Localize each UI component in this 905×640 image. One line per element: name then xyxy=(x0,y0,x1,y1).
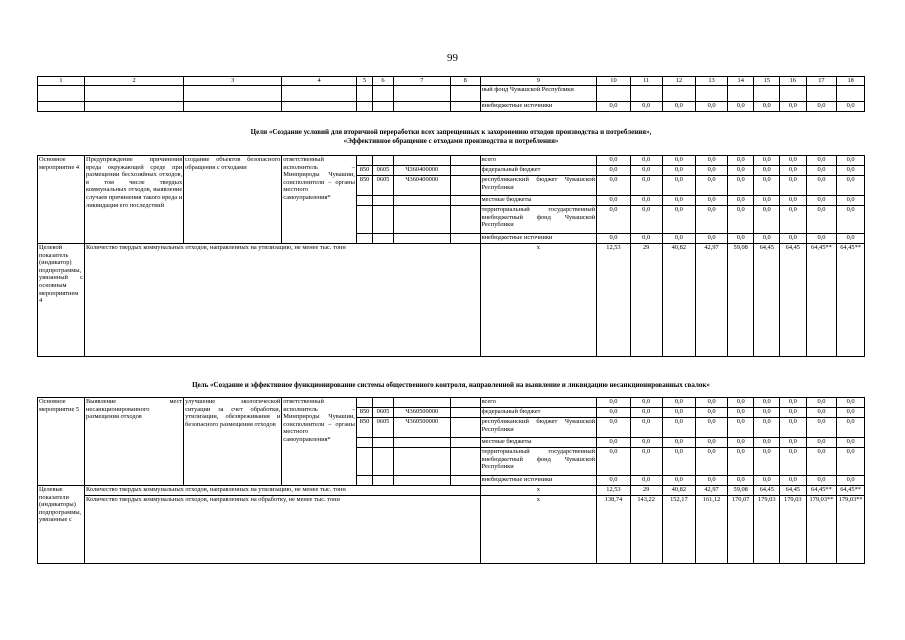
funding-value: 0,0 xyxy=(806,176,837,196)
funding-value: 0,0 xyxy=(806,156,837,166)
budget-code-section xyxy=(373,448,393,476)
funding-value xyxy=(837,85,865,101)
table-row xyxy=(38,156,865,166)
funding-value: 0,0 xyxy=(727,476,754,486)
column-number-8: 8 xyxy=(450,77,480,86)
indicator-value: 152,17 xyxy=(662,496,696,564)
goal5-heading: Цель «Создание и эффективное функционирование системы общественного контроля, направленной на выявление и ликвидацию несанкционированных свалок» xyxy=(192,381,710,389)
table-continuation xyxy=(37,76,865,112)
funding-value xyxy=(696,85,728,101)
funding-value: 0,0 xyxy=(696,408,728,418)
budget-code-section: 0605 xyxy=(373,176,393,196)
funding-value: 0,0 xyxy=(837,438,865,448)
funding-value: 0,0 xyxy=(727,234,754,244)
column-number-5: 5 xyxy=(356,77,372,86)
indicator-label: Целевые показатели (индикаторы) подпрограммы, увязанные с xyxy=(38,486,85,564)
budget-code-grbs xyxy=(356,196,372,206)
budget-code-target: Ч360500000 xyxy=(393,418,450,438)
funding-value: 0,0 xyxy=(780,234,807,244)
funding-value: 0,0 xyxy=(837,156,865,166)
funding-value: 0,0 xyxy=(597,196,631,206)
funding-value: 0,0 xyxy=(780,438,807,448)
funding-value: 0,0 xyxy=(837,234,865,244)
funding-value: 0,0 xyxy=(696,398,728,408)
funding-value: 0,0 xyxy=(780,176,807,196)
event-name: Основное мероприятие 5 xyxy=(38,398,85,486)
funding-value: 0,0 xyxy=(662,206,696,234)
table-cell-empty xyxy=(373,85,393,101)
budget-code-type xyxy=(450,418,480,438)
event-name: Основное мероприятие 4 xyxy=(38,156,85,244)
funding-value: 0,0 xyxy=(837,206,865,234)
goal4-heading-line2: «Эффективное обращение с отходами производства и потребления» xyxy=(343,136,559,145)
column-number-16: 16 xyxy=(780,77,807,86)
funding-value: 0,0 xyxy=(806,206,837,234)
funding-value: 0,0 xyxy=(630,398,662,408)
funding-value: 0,0 xyxy=(597,418,631,438)
funding-value: 0,0 xyxy=(754,398,780,408)
funding-value: 0,0 xyxy=(597,438,631,448)
indicator-x: x xyxy=(480,244,597,357)
column-number-3: 3 xyxy=(184,77,282,86)
funding-value: 0,0 xyxy=(696,156,728,166)
table-cell-empty xyxy=(184,101,282,111)
funding-value xyxy=(727,85,754,101)
table-cell-empty xyxy=(38,101,85,111)
funding-value: 0,0 xyxy=(727,166,754,176)
funding-value: 0,0 xyxy=(597,234,631,244)
budget-code-target xyxy=(393,476,450,486)
funding-value: 0,0 xyxy=(597,476,631,486)
funding-value: 0,0 xyxy=(780,101,807,111)
funding-value: 0,0 xyxy=(837,101,865,111)
indicator-text: Количество твердых коммунальных отходов, направленных на утилизацию, не менее тыс. тонн xyxy=(85,486,481,496)
column-number-7: 7 xyxy=(393,77,450,86)
funding-value: 0,0 xyxy=(837,166,865,176)
funding-value: 0,0 xyxy=(662,156,696,166)
table-cell-empty xyxy=(393,101,450,111)
indicator-value: 40,82 xyxy=(662,486,696,496)
page-number: 99 xyxy=(447,52,458,64)
budget-code-type xyxy=(450,398,480,408)
funding-value: 0,0 xyxy=(597,176,631,196)
indicator-value: 64,45 xyxy=(754,486,780,496)
indicator-value: 179,03** xyxy=(806,496,837,564)
funding-value: 0,0 xyxy=(837,176,865,196)
funding-value: 0,0 xyxy=(662,176,696,196)
indicator-x: x xyxy=(480,496,597,564)
funding-source: внебюджетные источники xyxy=(480,234,597,244)
funding-value: 0,0 xyxy=(806,234,837,244)
budget-code-type xyxy=(450,234,480,244)
funding-value: 0,0 xyxy=(662,101,696,111)
indicator-row xyxy=(38,244,865,357)
funding-value: 0,0 xyxy=(780,206,807,234)
budget-code-grbs xyxy=(356,234,372,244)
funding-value: 0,0 xyxy=(806,408,837,418)
column-number-13: 13 xyxy=(696,77,728,86)
funding-value: 0,0 xyxy=(727,176,754,196)
funding-value: 0,0 xyxy=(696,101,728,111)
funding-value: 0,0 xyxy=(662,166,696,176)
indicator-value: 179,03** xyxy=(837,496,865,564)
budget-code-type xyxy=(450,176,480,196)
budget-code-target xyxy=(393,234,450,244)
funding-value: 0,0 xyxy=(727,438,754,448)
funding-value: 0,0 xyxy=(662,408,696,418)
indicator-value: 40,82 xyxy=(662,244,696,357)
funding-value: 0,0 xyxy=(754,234,780,244)
funding-value: 0,0 xyxy=(696,448,728,476)
budget-code-grbs xyxy=(356,476,372,486)
funding-value: 0,0 xyxy=(630,176,662,196)
goal4-heading-line1: Цели «Создание условий для вторичной переработки всех запрещенных к захоронению отходов производства и потребления», xyxy=(250,128,652,136)
funding-value: 0,0 xyxy=(754,166,780,176)
funding-value: 0,0 xyxy=(630,418,662,438)
funding-value: 0,0 xyxy=(754,448,780,476)
budget-code-section: 0605 xyxy=(373,408,393,418)
event-description: Предупреждение причинения вреда окружающей среде при размещении бесхозяйных отходов, в том числе твердых коммунальных отходов, выявление случаев причинения такого вреда и ликвидация его последствий xyxy=(85,156,184,244)
column-number-10: 10 xyxy=(597,77,631,86)
funding-source: местные бюджеты xyxy=(480,196,597,206)
funding-value: 0,0 xyxy=(597,206,631,234)
funding-value: 0,0 xyxy=(806,196,837,206)
event-description: Выявление мест несанкционированного размещения отходов xyxy=(85,398,184,486)
indicator-value: 179,03 xyxy=(754,496,780,564)
budget-code-target xyxy=(393,398,450,408)
funding-value: 0,0 xyxy=(696,234,728,244)
table-cell-empty xyxy=(356,101,372,111)
funding-value: 0,0 xyxy=(837,398,865,408)
column-number-11: 11 xyxy=(630,77,662,86)
indicator-value: 64,45 xyxy=(780,486,807,496)
funding-value: 0,0 xyxy=(662,438,696,448)
funding-value: 0,0 xyxy=(780,448,807,476)
budget-code-grbs xyxy=(356,448,372,476)
funding-value: 0,0 xyxy=(662,476,696,486)
budget-code-section xyxy=(373,206,393,234)
funding-value: 0,0 xyxy=(727,156,754,166)
budget-code-section xyxy=(373,156,393,166)
funding-value: 0,0 xyxy=(597,398,631,408)
budget-code-type xyxy=(450,476,480,486)
funding-value: 0,0 xyxy=(696,196,728,206)
budget-code-grbs: 850 xyxy=(356,418,372,438)
table-cell-empty xyxy=(450,101,480,111)
funding-source: местные бюджеты xyxy=(480,438,597,448)
indicator-value: 12,53 xyxy=(597,244,631,357)
budget-code-section: 0605 xyxy=(373,418,393,438)
column-number-17: 17 xyxy=(806,77,837,86)
table-cell-empty xyxy=(85,101,184,111)
column-number-14: 14 xyxy=(727,77,754,86)
funding-value: 0,0 xyxy=(780,476,807,486)
funding-source: федеральный бюджет xyxy=(480,166,597,176)
funding-value: 0,0 xyxy=(806,398,837,408)
indicator-text: Количество твердых коммунальных отходов, направленных на утилизацию, не менее тыс. тонн xyxy=(85,244,481,357)
funding-value: 0,0 xyxy=(806,438,837,448)
indicator-label: Целевой показатель (индикатор) подпрограммы, увязанный с основным мероприятием 4 xyxy=(38,244,85,357)
budget-code-target xyxy=(393,196,450,206)
column-number-6: 6 xyxy=(373,77,393,86)
indicator-value: 143,22 xyxy=(630,496,662,564)
funding-source: внебюджетные источники xyxy=(480,476,597,486)
budget-code-target xyxy=(393,438,450,448)
indicator-value: 29 xyxy=(630,486,662,496)
funding-value: 0,0 xyxy=(630,476,662,486)
funding-value: 0,0 xyxy=(806,418,837,438)
funding-value: 0,0 xyxy=(754,196,780,206)
budget-code-section xyxy=(373,438,393,448)
budget-code-grbs xyxy=(356,156,372,166)
budget-code-target xyxy=(393,206,450,234)
funding-value: 0,0 xyxy=(806,101,837,111)
funding-value: 0,0 xyxy=(754,176,780,196)
funding-value: 0,0 xyxy=(696,476,728,486)
funding-source: территориальный государственный внебюджетный фонд Чувашской Республики xyxy=(480,448,597,476)
funding-source: территориальный государственный внебюджетный фонд Чувашской Республики xyxy=(480,206,597,234)
budget-code-type xyxy=(450,156,480,166)
budget-code-target xyxy=(393,156,450,166)
funding-value: 0,0 xyxy=(837,476,865,486)
funding-value: 0,0 xyxy=(754,101,780,111)
budget-code-section xyxy=(373,234,393,244)
funding-value: 0,0 xyxy=(780,156,807,166)
table-cell-empty xyxy=(450,85,480,101)
funding-value: 0,0 xyxy=(780,408,807,418)
budget-code-section xyxy=(373,398,393,408)
column-number-4: 4 xyxy=(282,77,357,86)
column-number-2: 2 xyxy=(85,77,184,86)
funding-value: 0,0 xyxy=(630,448,662,476)
funding-value: 0,0 xyxy=(630,206,662,234)
budget-code-type xyxy=(450,438,480,448)
funding-value: 0,0 xyxy=(837,408,865,418)
goal4-heading xyxy=(37,128,865,145)
funding-value: 0,0 xyxy=(754,438,780,448)
event-result: улучшение экологической ситуации за счет обработки, утилизации, обезвреживания и безопасного размещения отходов xyxy=(184,398,282,486)
indicator-value: 42,97 xyxy=(696,486,728,496)
event-executor: ответственный исполнитель – Минприроды Чувашии, соисполнители – органы местного самоуправления* xyxy=(282,398,357,486)
funding-value xyxy=(662,85,696,101)
funding-value: 0,0 xyxy=(780,418,807,438)
indicator-value: 64,45** xyxy=(837,244,865,357)
table-cell-empty xyxy=(373,101,393,111)
budget-code-grbs: 850 xyxy=(356,408,372,418)
funding-value: 0,0 xyxy=(754,418,780,438)
funding-value: 0,0 xyxy=(597,166,631,176)
funding-value: 0,0 xyxy=(727,101,754,111)
funding-value: 0,0 xyxy=(754,408,780,418)
funding-value: 0,0 xyxy=(597,101,631,111)
indicator-value: 59,08 xyxy=(727,244,754,357)
column-number-row xyxy=(38,77,865,86)
indicator-value: 64,45** xyxy=(837,486,865,496)
funding-value: 0,0 xyxy=(630,408,662,418)
indicator-row xyxy=(38,486,865,496)
funding-value: 0,0 xyxy=(696,418,728,438)
column-number-18: 18 xyxy=(837,77,865,86)
funding-value: 0,0 xyxy=(806,448,837,476)
funding-source: ный фонд Чувашской Республики xyxy=(480,85,597,101)
column-number-9: 9 xyxy=(480,77,597,86)
funding-value: 0,0 xyxy=(780,398,807,408)
indicator-x: x xyxy=(480,486,597,496)
funding-value: 0,0 xyxy=(727,448,754,476)
funding-source: всего xyxy=(480,398,597,408)
funding-value xyxy=(630,85,662,101)
funding-value: 0,0 xyxy=(780,166,807,176)
budget-code-type xyxy=(450,196,480,206)
funding-value: 0,0 xyxy=(630,196,662,206)
funding-value: 0,0 xyxy=(780,196,807,206)
budget-code-grbs xyxy=(356,398,372,408)
funding-value: 0,0 xyxy=(696,206,728,234)
funding-value: 0,0 xyxy=(806,476,837,486)
funding-value: 0,0 xyxy=(662,234,696,244)
funding-value: 0,0 xyxy=(806,166,837,176)
funding-value: 0,0 xyxy=(696,438,728,448)
budget-code-grbs: 850 xyxy=(356,166,372,176)
budget-code-target: Ч360400000 xyxy=(393,166,450,176)
budget-code-section xyxy=(373,476,393,486)
budget-code-target: Ч360400000 xyxy=(393,176,450,196)
indicator-value: 161,12 xyxy=(696,496,728,564)
table-row xyxy=(38,398,865,408)
table-cell-empty xyxy=(282,85,357,101)
funding-value: 0,0 xyxy=(837,418,865,438)
budget-code-type xyxy=(450,408,480,418)
budget-code-type xyxy=(450,166,480,176)
funding-source: республиканский бюджет Чувашской Республики xyxy=(480,418,597,438)
budget-code-section xyxy=(373,196,393,206)
funding-value: 0,0 xyxy=(630,438,662,448)
indicator-value: 42,97 xyxy=(696,244,728,357)
funding-source: всего xyxy=(480,156,597,166)
table-row xyxy=(38,101,865,111)
table-cell-empty xyxy=(38,85,85,101)
table-cell-empty xyxy=(282,101,357,111)
funding-value xyxy=(806,85,837,101)
indicator-text: Количество твердых коммунальных отходов, направленных на обработку, не менее тыс. тонн xyxy=(85,496,481,564)
funding-value: 0,0 xyxy=(727,398,754,408)
funding-source: федеральный бюджет xyxy=(480,408,597,418)
funding-value: 0,0 xyxy=(754,476,780,486)
table-event5 xyxy=(37,397,865,564)
funding-value: 0,0 xyxy=(597,156,631,166)
table-row xyxy=(38,85,865,101)
table-cell-empty xyxy=(85,85,184,101)
column-number-15: 15 xyxy=(754,77,780,86)
funding-value xyxy=(754,85,780,101)
funding-value: 0,0 xyxy=(754,156,780,166)
event-result: создание объектов безопасного обращения с отходами xyxy=(184,156,282,244)
indicator-value: 179,03 xyxy=(780,496,807,564)
indicator-value: 64,45 xyxy=(754,244,780,357)
budget-code-grbs xyxy=(356,206,372,234)
funding-value: 0,0 xyxy=(754,206,780,234)
funding-source: республиканский бюджет Чувашской Республики xyxy=(480,176,597,196)
table-cell-empty xyxy=(356,85,372,101)
funding-value xyxy=(597,85,631,101)
budget-code-section: 0605 xyxy=(373,166,393,176)
funding-value: 0,0 xyxy=(837,448,865,476)
funding-value: 0,0 xyxy=(662,418,696,438)
funding-value: 0,0 xyxy=(630,101,662,111)
table-event4 xyxy=(37,155,865,357)
funding-value: 0,0 xyxy=(662,448,696,476)
funding-source: внебюджетные источники xyxy=(480,101,597,111)
column-number-1: 1 xyxy=(38,77,85,86)
funding-value: 0,0 xyxy=(597,408,631,418)
funding-value: 0,0 xyxy=(696,176,728,196)
column-number-12: 12 xyxy=(662,77,696,86)
budget-code-grbs: 850 xyxy=(356,176,372,196)
funding-value: 0,0 xyxy=(727,418,754,438)
indicator-value: 138,74 xyxy=(597,496,631,564)
funding-value: 0,0 xyxy=(696,166,728,176)
funding-value: 0,0 xyxy=(597,448,631,476)
budget-code-type xyxy=(450,448,480,476)
indicator-value: 59,08 xyxy=(727,486,754,496)
funding-value: 0,0 xyxy=(630,166,662,176)
indicator-value: 64,45 xyxy=(780,244,807,357)
event-executor: ответственный исполнитель – Минприроды Чувашии, соисполнители – органы местного самоуправления* xyxy=(282,156,357,244)
budget-code-target xyxy=(393,448,450,476)
funding-value: 0,0 xyxy=(662,398,696,408)
funding-value: 0,0 xyxy=(630,234,662,244)
budget-code-grbs xyxy=(356,438,372,448)
indicator-value: 170,07 xyxy=(727,496,754,564)
budget-code-target: Ч360500000 xyxy=(393,408,450,418)
indicator-value: 29 xyxy=(630,244,662,357)
funding-value: 0,0 xyxy=(727,196,754,206)
table-cell-empty xyxy=(184,85,282,101)
indicator-row xyxy=(38,496,865,564)
funding-value xyxy=(780,85,807,101)
indicator-value: 64,45** xyxy=(806,244,837,357)
table-cell-empty xyxy=(393,85,450,101)
funding-value: 0,0 xyxy=(727,408,754,418)
funding-value: 0,0 xyxy=(662,196,696,206)
indicator-value: 12,53 xyxy=(597,486,631,496)
funding-value: 0,0 xyxy=(837,196,865,206)
budget-code-type xyxy=(450,206,480,234)
funding-value: 0,0 xyxy=(727,206,754,234)
indicator-value: 64,45** xyxy=(806,486,837,496)
funding-value: 0,0 xyxy=(630,156,662,166)
